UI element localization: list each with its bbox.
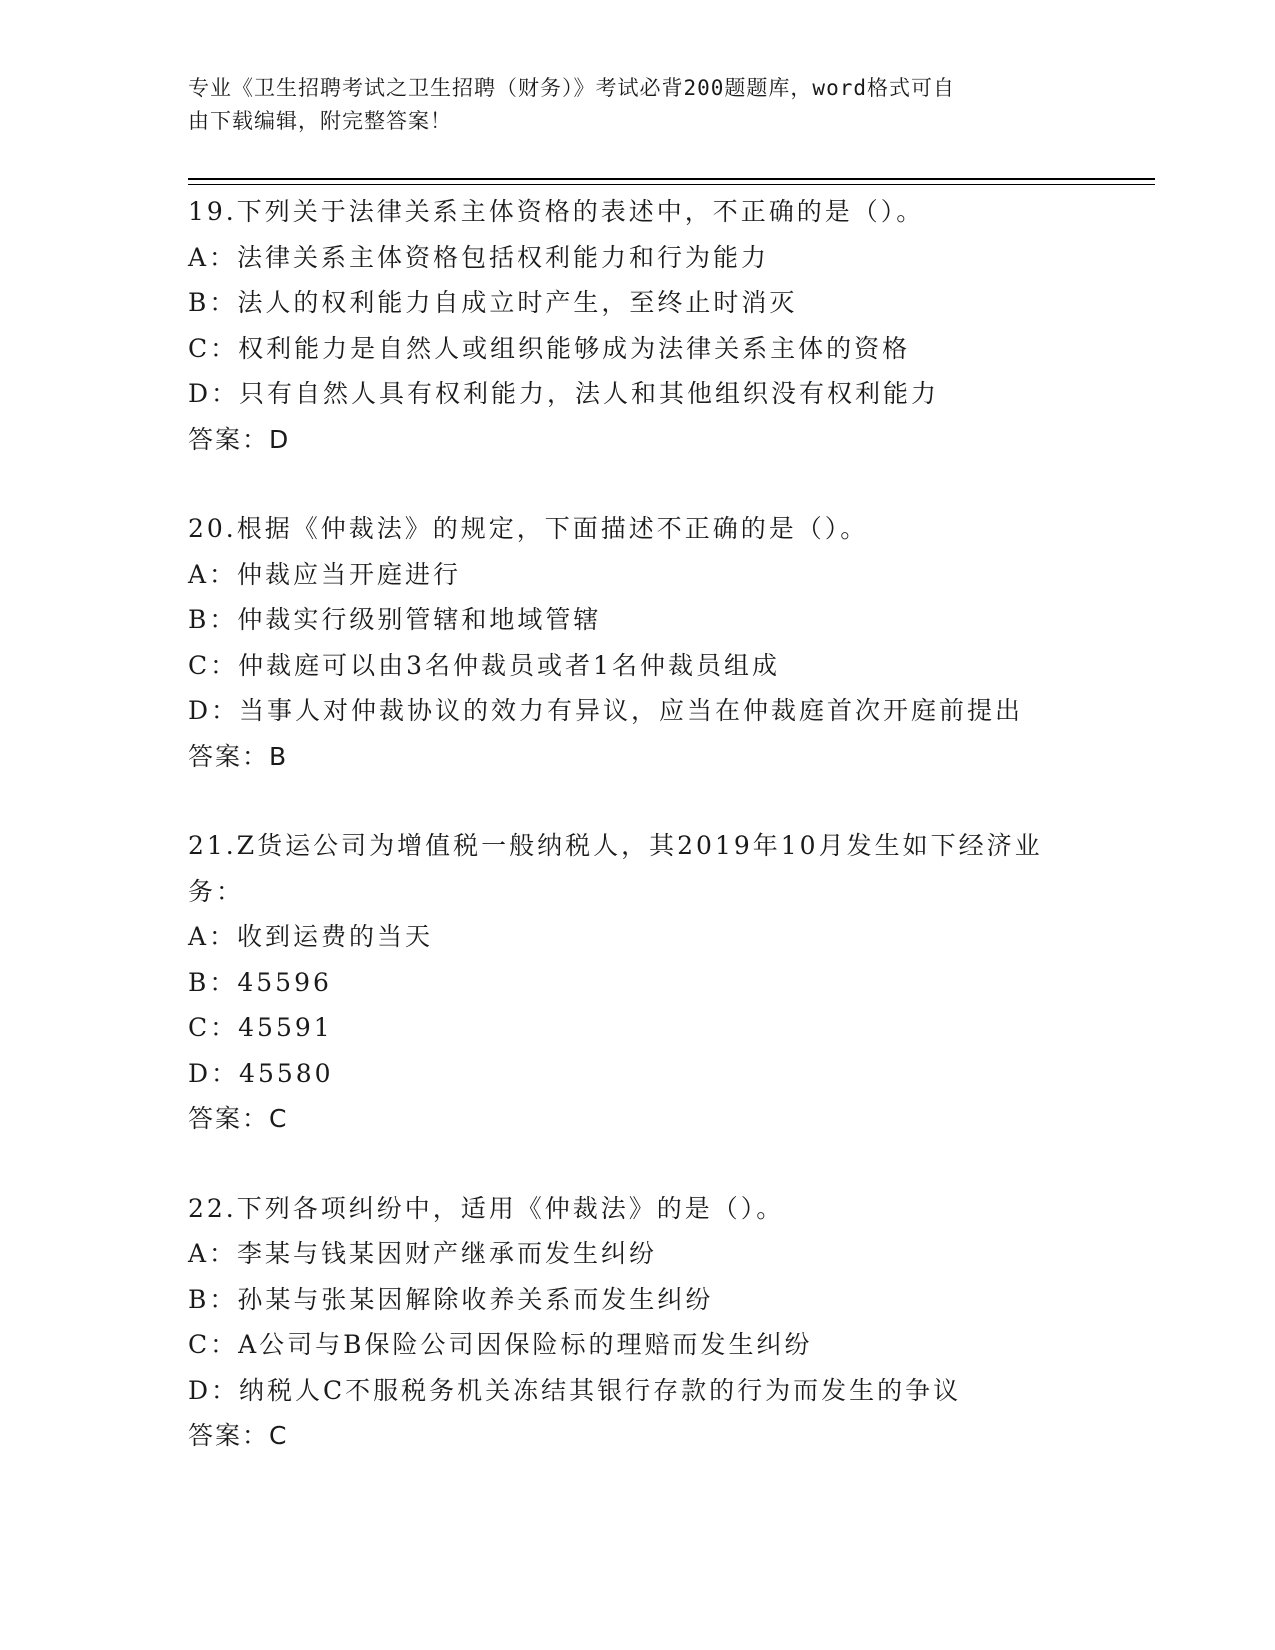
question-21 xyxy=(188,823,1088,1142)
option-b: B：45596 xyxy=(188,967,332,997)
question-stem: 19.下列关于法律关系主体资格的表述中，不正确的是（）。 xyxy=(188,197,925,226)
option-d: D：纳税人C不服税务机关冻结其银行存款的行为而发生的争议 xyxy=(188,1375,962,1405)
option-b: B：孙某与张某因解除收养关系而发生纠纷 xyxy=(188,1284,714,1314)
answer-line: 答案：B xyxy=(188,741,289,771)
question-22 xyxy=(188,1186,1088,1459)
answer-line: 答案：D xyxy=(188,424,291,454)
option-a: A：收到运费的当天 xyxy=(188,922,434,951)
header-divider-thick xyxy=(188,178,1155,180)
question-stem: 20.根据《仲裁法》的规定，下面描述不正确的是（）。 xyxy=(188,514,869,543)
option-d: D：45580 xyxy=(188,1058,334,1088)
option-a: A：法律关系主体资格包括权利能力和行为能力 xyxy=(188,242,770,272)
option-d: D：只有自然人具有权利能力，法人和其他组织没有权利能力 xyxy=(188,379,940,408)
question-list xyxy=(188,189,1088,1459)
question-20 xyxy=(188,506,1088,779)
question-19 xyxy=(188,189,1088,462)
question-stem: 22.下列各项纠纷中，适用《仲裁法》的是（）。 xyxy=(188,1193,785,1223)
option-c: C：A公司与B保险公司因保险标的理赔而发生纠纷 xyxy=(188,1330,813,1359)
document-header xyxy=(188,72,1068,138)
option-a: A：李某与钱某因财产继承而发生纠纷 xyxy=(188,1239,658,1268)
option-c: C：权利能力是自然人或组织能够成为法律关系主体的资格 xyxy=(188,333,911,363)
option-c: C：仲裁庭可以由3名仲裁员或者1名仲裁员组成 xyxy=(188,650,780,680)
option-b: B：法人的权利能力自成立时产生，至终止时消灭 xyxy=(188,288,798,317)
question-stem: 21.Z货运公司为增值税一般纳税人，其2019年10月发生如下经济业务： xyxy=(188,831,1043,906)
answer-line: 答案：C xyxy=(188,1104,289,1133)
option-c: C：45591 xyxy=(188,1013,333,1042)
option-d: D：当事人对仲裁协议的效力有异议，应当在仲裁庭首次开庭前提出 xyxy=(188,696,1024,725)
header-line-1: 专业《卫生招聘考试之卫生招聘（财务）》考试必背200题题库，word格式可自 xyxy=(188,76,955,100)
header-divider-thin xyxy=(188,184,1155,185)
header-line-2: 由下载编辑，附完整答案！ xyxy=(188,109,452,133)
option-b: B：仲裁实行级别管辖和地域管辖 xyxy=(188,605,602,634)
option-a: A：仲裁应当开庭进行 xyxy=(188,559,462,589)
answer-line: 答案：C xyxy=(188,1421,289,1450)
